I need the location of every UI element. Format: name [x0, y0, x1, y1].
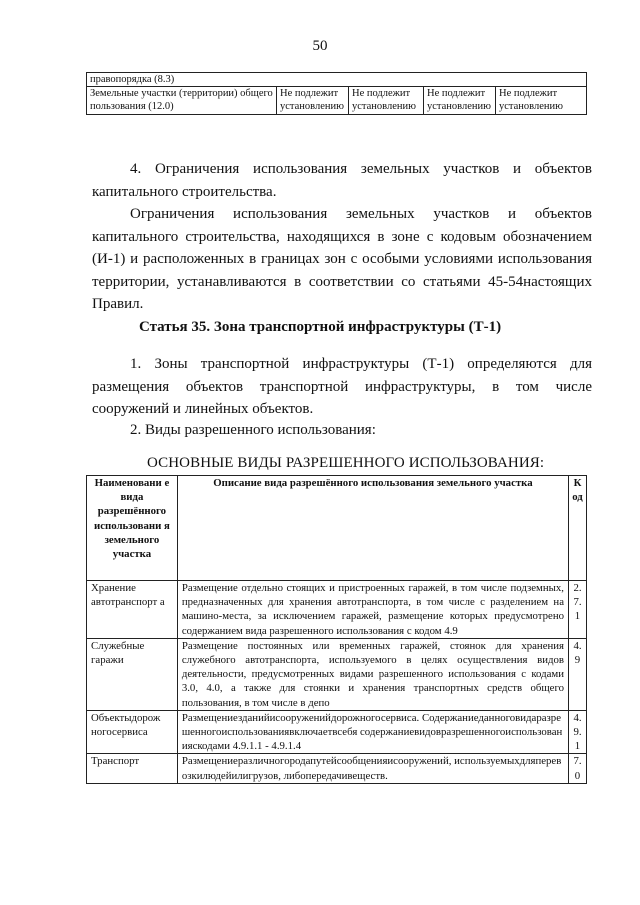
column-header: Описание вида разрешённого использования земельного участка	[177, 476, 568, 581]
table-caption: ОСНОВНЫЕ ВИДЫ РАЗРЕШЕННОГО ИСПОЛЬЗОВАНИЯ:	[147, 455, 545, 471]
table-row	[87, 710, 587, 754]
table-cell: Размещениезданийисооруженийдорожногосервиса. Содержаниеданноговидаразрешенногоиспользованиявключаетвсебя содержаниевидовразрешенногоиспользованияскодами 4.9.1.1 - 4.9.1.4	[177, 710, 568, 754]
table-cell: Не подлежит установлению	[424, 87, 496, 114]
table-cell: Не подлежит установлению	[349, 87, 424, 114]
table-cell: Не подлежит установлению	[496, 87, 587, 114]
land-use-table	[86, 475, 587, 784]
table-cell: 7. 0	[569, 754, 587, 783]
table-row	[87, 754, 587, 783]
table-cell: Служебные гаражи	[87, 638, 178, 710]
column-header: К од	[569, 476, 587, 581]
table-row	[87, 581, 587, 639]
section-body: Ограничения использования земельных участков и объектов капитального строительства, находящихся в зоне с кодовым обозначением (И-1) и расположенных в границах зон с особыми условиями использования территории, устанавливаются в соответствии со статьями 45-54настоящих Правил.	[92, 206, 592, 312]
table-header-row	[87, 476, 587, 581]
table-row	[87, 638, 587, 710]
article-paragraph: 1. Зоны транспортной инфраструктуры (Т-1) определяются для размещения объектов транспортной инфраструктуры, в том числе сооружений и линейных объектов.	[92, 356, 592, 417]
table-cell: Земельные участки (территории) общего пользования (12.0)	[87, 87, 277, 114]
table-row	[87, 73, 587, 87]
table-cell: Не подлежит установлению	[277, 87, 349, 114]
table-cell: правопорядка (8.3)	[87, 73, 587, 87]
table-cell: Объектыдорож ногосервиса	[87, 710, 178, 754]
table-cell: 2. 7. 1	[569, 581, 587, 639]
table-row	[87, 87, 587, 114]
section-heading: 4. Ограничения использования земельных участков и объектов капитального строительства.	[92, 161, 592, 200]
table-cell: 4. 9. 1	[569, 710, 587, 754]
table-cell: Размещениеразличногородапутейсообщенияисооружений, используемыхдляперевозкилюдейилигрузов, либопередачивеществ.	[177, 754, 568, 783]
table-cell: Размещение постоянных или временных гаражей, стоянок для хранения служебного автотранспорта, используемого в целях осуществления видов деятельности, предусмотренных видами разрешенного использования с кодами 3.0, 4.0, а также для стоянки и хранения транспортных средств общего пользования, в том числе в депо	[177, 638, 568, 710]
table-cell: Транспорт	[87, 754, 178, 783]
table-cell: Размещение отдельно стоящих и пристроенных гаражей, в том числе подземных, предназначенных для хранения автотранспорта, в том числе с разделением на машино-места, за исключением гаражей, размещение которых предусмотрено содержанием вида разрешенного использования с кодом 4.9	[177, 581, 568, 639]
column-header: Наименовани е вида разрешённого использовани я земельного участка	[87, 476, 178, 581]
table-cell: 4. 9	[569, 638, 587, 710]
article-title: Статья 35. Зона транспортной инфраструктуры (Т-1)	[138, 319, 502, 335]
article-paragraph: 2. Виды разрешенного использования:	[130, 422, 376, 438]
continuation-table	[86, 72, 587, 115]
page-number: 50	[312, 38, 328, 54]
table-cell: Хранение автотранспорт а	[87, 581, 178, 639]
